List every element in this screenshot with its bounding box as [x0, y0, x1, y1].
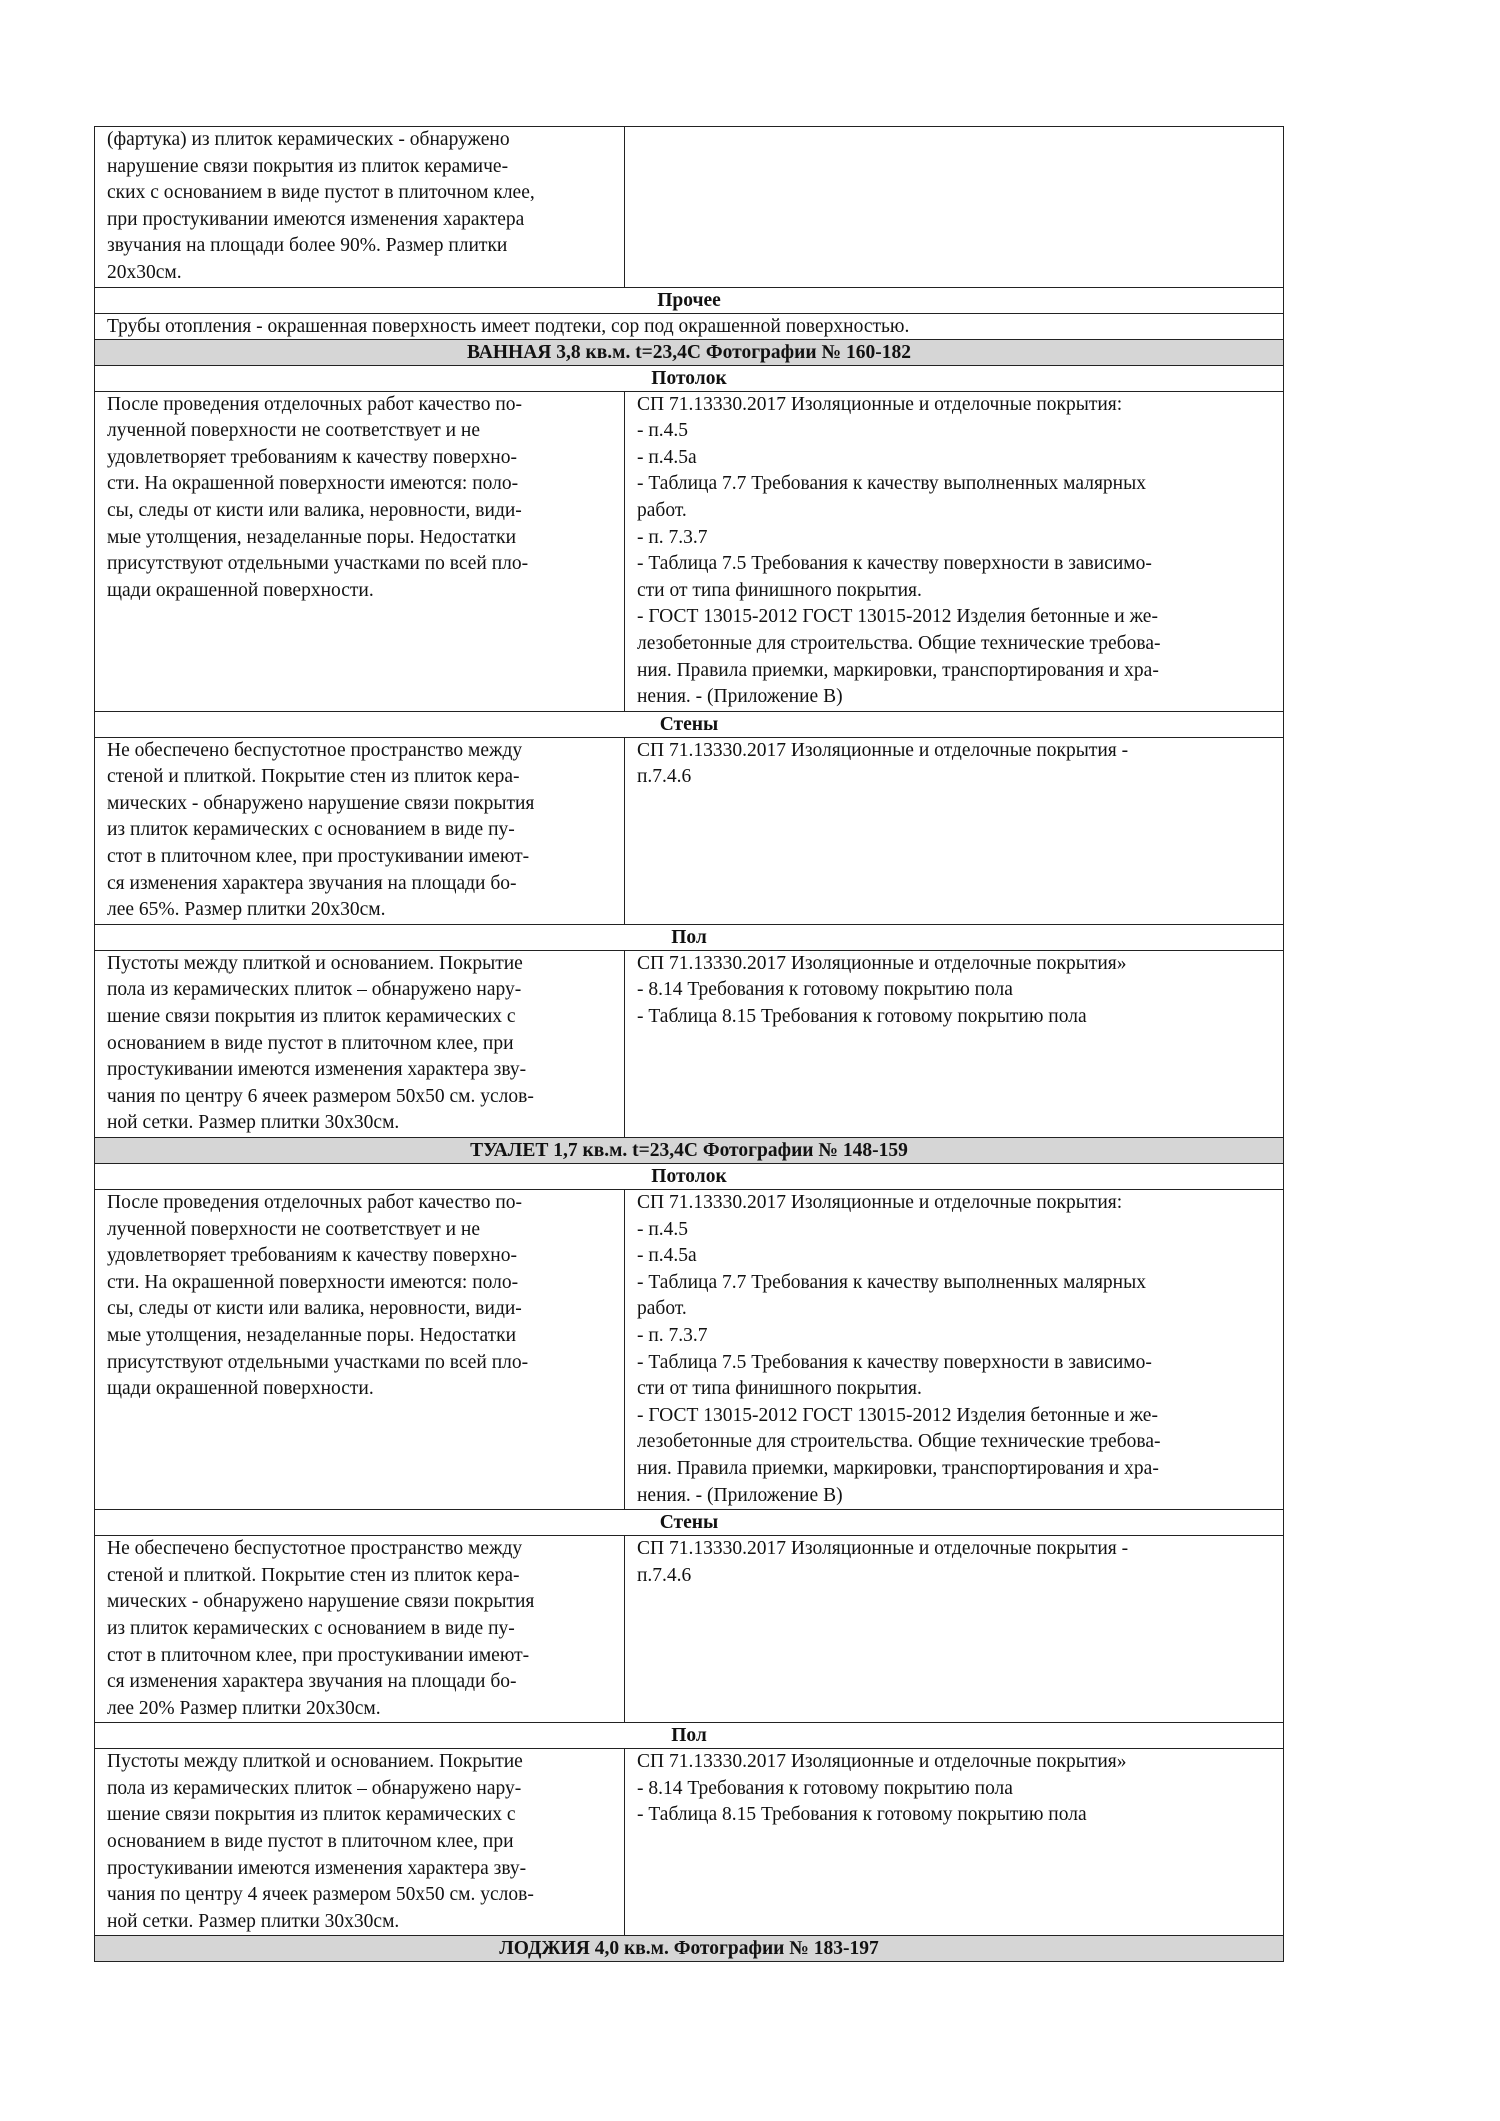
rooms.1.sections.0.left-line: присутствуют отдельными участками по всей пло- [107, 1351, 529, 1373]
rooms.1.sections.1.left-line: ся изменения характера звучания на площади бо- [107, 1671, 517, 1693]
rooms.0.sections.0.right-line: - п.4.5 [637, 420, 689, 442]
defect-description-cell [95, 1536, 625, 1723]
rooms.0.sections.2.right-line: - 8.14 Требования к готовому покрытию пола [637, 979, 1013, 1001]
rooms.1.sections.0.left-line: лученной поверхности не соответствует и не [107, 1218, 481, 1240]
rooms.0.sections.0.left-line: лученной поверхности не соответствует и не [107, 420, 481, 442]
rooms.0.sections.0.right-line: - Таблица 7.7 Требования к качеству выполненных малярных [637, 473, 1146, 495]
section-heading-row [95, 1164, 1284, 1190]
rooms.1.sections.2.right-line: - 8.14 Требования к готовому покрытию пола [637, 1777, 1013, 1799]
defect-row [95, 737, 1284, 924]
rooms.1.sections.0.right-line: нения. - (Приложение В) [637, 1484, 843, 1506]
rooms.0.sections.0.left-line: мые утолщения, незаделанные поры. Недостатки [107, 526, 517, 548]
section-heading: Потолок [95, 1164, 1284, 1190]
rooms.1.sections.0.right-line: СП 71.13330.2017 Изоляционные и отделочные покрытия: [637, 1192, 1123, 1213]
defect-row [95, 127, 1284, 288]
defect-row [95, 1749, 1284, 1936]
rooms.0.sections.0.left-line: сти. На окрашенной поверхности имеются: поло- [107, 473, 519, 495]
rooms.1.sections.0.right-line: лезобетонные для строительства. Общие технические требова- [637, 1431, 1161, 1453]
inspection-table [94, 126, 1284, 1962]
defect-description-cell [95, 737, 625, 924]
rooms.0.sections.2.left-line: шение связи покрытия из плиток керамических с [107, 1006, 516, 1028]
rooms.1.sections.1.right-line: п.7.4.6 [637, 1564, 692, 1586]
rooms.1.sections.2.left-line: простукивании имеются изменения характера зву- [107, 1857, 527, 1879]
defect-row [95, 391, 1284, 711]
rooms.1.sections.0.left-line: сти. На окрашенной поверхности имеются: поло- [107, 1271, 519, 1293]
rooms.0.sections.1.left-line: лее 65%. Размер плитки 20х30см. [107, 899, 386, 921]
rooms.0.sections.0.left-line: присутствуют отдельными участками по всей пло- [107, 553, 529, 575]
rooms.1.sections.1.left-line: Не обеспечено беспустотное пространство между [107, 1538, 523, 1560]
rooms.0.sections.0.left-line: удовлетворяет требованиям к качеству поверхно- [107, 446, 517, 468]
rooms.0.sections.1.right-line: п.7.4.6 [637, 766, 692, 788]
rooms.1.sections.1.left-line: стеной и плиткой. Покрытие стен из плиток кера- [107, 1564, 520, 1586]
rooms.1.sections.0.right-line: работ. [637, 1298, 687, 1320]
rooms.1.sections.1.right-line: СП 71.13330.2017 Изоляционные и отделочные покрытия - [637, 1538, 1129, 1560]
rooms.0.sections.0.right-line: лезобетонные для строительства. Общие технические требова- [637, 632, 1161, 654]
defect-description-cell [95, 391, 625, 711]
rooms.1.sections.1.left-line: лее 20% Размер плитки 20х30см. [107, 1697, 381, 1719]
rooms.0.sections.1.left-line: Не обеспечено беспустотное пространство между [107, 739, 523, 761]
rooms.0.sections.1.left-line: стеной и плиткой. Покрытие стен из плиток кера- [107, 766, 520, 788]
rooms.0.sections.2.left-line: основанием в виде пустот в плиточном клее, при [107, 1032, 514, 1054]
defect-description-cell [95, 1190, 625, 1510]
section-heading: Стены [95, 711, 1284, 737]
rooms.1.sections.2.left-line: Пустоты между плиткой и основанием. Покрытие [107, 1751, 523, 1773]
continuation.left-line: (фартука) из плиток керамических - обнаружено [107, 129, 510, 150]
defect-description-cell [95, 1749, 625, 1936]
rooms.0.sections.2.right-line: СП 71.13330.2017 Изоляционные и отделочные покрытия» [637, 952, 1127, 974]
norm-reference-cell [625, 127, 1284, 288]
section-heading: Пол [95, 924, 1284, 950]
rooms.0.sections.2.left-line: простукивании имеются изменения характера зву- [107, 1059, 527, 1081]
rooms.1.sections.0.right-line: ния. Правила приемки, маркировки, транспортирования и хра- [637, 1457, 1159, 1479]
rooms.0.sections.2.left-line: пола из керамических плиток – обнаружено нару- [107, 979, 522, 1001]
rooms.0.sections.2.left-line: ной сетки. Размер плитки 30х30см. [107, 1112, 400, 1134]
section-heading: Потолок [95, 365, 1284, 391]
rooms.0.sections.1.left-line: из плиток керамических с основанием в виде пу- [107, 819, 515, 841]
rooms.0.sections.1.left-line: мических - обнаружено нарушение связи покрытия [107, 792, 535, 814]
defect-row [95, 950, 1284, 1137]
rooms.0.sections.0.right-line: сти от типа финишного покрытия. [637, 579, 922, 601]
inspection-table-body [95, 127, 1284, 1962]
rooms.0.sections.0.left-line: сы, следы от кисти или валика, неровности, види- [107, 499, 522, 521]
rooms.1.sections.2.right-line: - Таблица 8.15 Требования к готовому покрытию пола [637, 1804, 1087, 1826]
room-header: ТУАЛЕТ 1,7 кв.м. t=23,4С Фотографии № 148-159 [95, 1138, 1284, 1164]
rooms.1.sections.0.left-line: мые утолщения, незаделанные поры. Недостатки [107, 1324, 517, 1346]
rooms.1.sections.0.right-line: - п.4.5а [637, 1245, 697, 1267]
defect-description-cell [95, 127, 625, 288]
continuation.left-line: звучания на площади более 90%. Размер плитки [107, 235, 508, 257]
section-heading-row [95, 1723, 1284, 1749]
rooms.1.sections.0.left-line: сы, следы от кисти или валика, неровности, види- [107, 1298, 522, 1320]
continuation.left-line: 20х30см. [107, 261, 182, 283]
rooms.1.sections.2.left-line: основанием в виде пустот в плиточном клее, при [107, 1831, 514, 1853]
rooms.0.sections.0.left-line: щади окрашенной поверхности. [107, 579, 374, 601]
rooms.1.sections.0.right-line: сти от типа финишного покрытия. [637, 1378, 922, 1400]
defect-row [95, 1190, 1284, 1510]
rooms.0.sections.2.left-line: Пустоты между плиткой и основанием. Покрытие [107, 952, 523, 974]
rooms.0.sections.0.right-line: нения. - (Приложение В) [637, 686, 843, 708]
defect-row [95, 1536, 1284, 1723]
continuation.left-line: при простукивании имеются изменения характера [107, 208, 525, 230]
rooms.1.sections.0.right-line: - Таблица 7.7 Требования к качеству выполненных малярных [637, 1271, 1146, 1293]
norm-reference-cell [625, 737, 1284, 924]
section-heading-other: Прочее [95, 287, 1284, 313]
rooms.0.sections.0.right-line: - п.4.5а [637, 446, 697, 468]
rooms.1.sections.2.left-line: пола из керамических плиток – обнаружено нару- [107, 1777, 522, 1799]
rooms.1.sections.0.right-line: - п.4.5 [637, 1218, 689, 1240]
section-heading-row [95, 711, 1284, 737]
rooms.1.sections.0.left-line: удовлетворяет требованиям к качеству поверхно- [107, 1245, 517, 1267]
rooms.0.sections.0.right-line: - п. 7.3.7 [637, 526, 708, 548]
rooms.0.sections.1.right-line: СП 71.13330.2017 Изоляционные и отделочные покрытия - [637, 739, 1129, 761]
section-heading-row [95, 1510, 1284, 1536]
rooms.0.sections.0.right-line: СП 71.13330.2017 Изоляционные и отделочные покрытия: [637, 393, 1123, 415]
room-header-row [95, 1138, 1284, 1164]
rooms.0.sections.0.left-line: После проведения отделочных работ качество по- [107, 393, 523, 415]
rooms.1.sections.0.right-line: - ГОСТ 13015-2012 ГОСТ 13015-2012 Изделия бетонные и же- [637, 1404, 1158, 1426]
rooms.1.sections.1.left-line: мических - обнаружено нарушение связи покрытия [107, 1591, 535, 1613]
norm-reference-cell [625, 1749, 1284, 1936]
continuation.left-line: нарушение связи покрытия из плиток керамиче- [107, 155, 509, 177]
rooms.1.sections.0.right-line: - Таблица 7.5 Требования к качеству поверхности в зависимо- [637, 1351, 1152, 1373]
rooms.1.sections.1.left-line: стот в плиточном клее, при простукивании имеют- [107, 1644, 530, 1666]
rooms.0.sections.2.right-line: - Таблица 8.15 Требования к готовому покрытию пола [637, 1006, 1087, 1028]
section-heading-row [95, 365, 1284, 391]
rooms.0.sections.0.right-line: - ГОСТ 13015-2012 ГОСТ 13015-2012 Изделия бетонные и же- [637, 606, 1158, 628]
room-header: ЛОДЖИЯ 4,0 кв.м. Фотографии № 183-197 [95, 1936, 1284, 1962]
room-header: ВАННАЯ 3,8 кв.м. t=23,4С Фотографии № 160-182 [95, 339, 1284, 365]
norm-reference-cell [625, 950, 1284, 1137]
rooms.1.sections.2.left-line: ной сетки. Размер плитки 30х30см. [107, 1910, 400, 1932]
section-heading-other-row [95, 287, 1284, 313]
other-text-cell: Трубы отопления - окрашенная поверхность имеет подтеки, сор под окрашенной поверхностью. [95, 313, 1284, 339]
rooms.0.sections.2.left-line: чания по центру 6 ячеек размером 50х50 см. услов- [107, 1085, 534, 1107]
rooms.0.sections.0.right-line: работ. [637, 499, 687, 521]
rooms.1.sections.1.left-line: из плиток керамических с основанием в виде пу- [107, 1617, 515, 1639]
continuation.left-line: ских с основанием в виде пустот в плиточном клее, [107, 182, 535, 204]
defect-description-cell [95, 950, 625, 1137]
section-heading: Стены [95, 1510, 1284, 1536]
rooms.1.sections.2.left-line: чания по центру 4 ячеек размером 50х50 см. услов- [107, 1884, 534, 1906]
section-heading-row [95, 924, 1284, 950]
other-text-row [95, 313, 1284, 339]
rooms.0.sections.1.left-line: стот в плиточном клее, при простукивании имеют- [107, 846, 530, 868]
rooms.1.sections.2.right-line: СП 71.13330.2017 Изоляционные и отделочные покрытия» [637, 1751, 1127, 1773]
room-header-row [95, 1936, 1284, 1962]
norm-reference-cell [625, 1536, 1284, 1723]
norm-reference-cell [625, 391, 1284, 711]
rooms.1.sections.0.left-line: После проведения отделочных работ качество по- [107, 1192, 523, 1213]
rooms.0.sections.0.right-line: ния. Правила приемки, маркировки, транспортирования и хра- [637, 659, 1159, 681]
section-heading: Пол [95, 1723, 1284, 1749]
rooms.0.sections.1.left-line: ся изменения характера звучания на площади бо- [107, 872, 517, 894]
norm-reference-cell [625, 1190, 1284, 1510]
rooms.0.sections.0.right-line: - Таблица 7.5 Требования к качеству поверхности в зависимо- [637, 553, 1152, 575]
room-header-row [95, 339, 1284, 365]
rooms.1.sections.0.left-line: щади окрашенной поверхности. [107, 1378, 374, 1400]
rooms.1.sections.0.right-line: - п. 7.3.7 [637, 1324, 708, 1346]
rooms.1.sections.2.left-line: шение связи покрытия из плиток керамических с [107, 1804, 516, 1826]
